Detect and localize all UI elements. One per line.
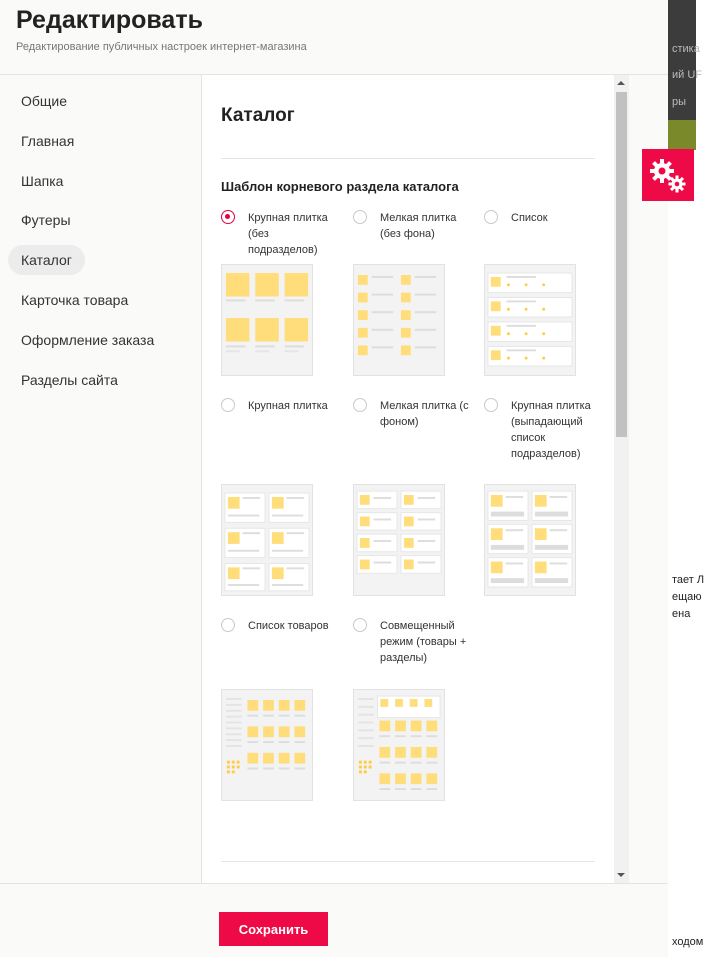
- save-button[interactable]: Сохранить: [219, 912, 328, 946]
- radio-button[interactable]: [484, 398, 498, 412]
- radio-button[interactable]: [484, 210, 498, 224]
- background-page: [668, 0, 704, 957]
- nav-item-product-card[interactable]: Карточка товара: [21, 291, 129, 308]
- preview-big-tiles-sub[interactable]: [221, 484, 313, 596]
- divider: [221, 158, 595, 159]
- radio-button[interactable]: [353, 210, 367, 224]
- option-label: Крупная плитка: [248, 400, 328, 412]
- nav-item-header[interactable]: Шапка: [21, 172, 64, 189]
- radio-button[interactable]: [353, 398, 367, 412]
- scroll-down-icon[interactable]: [617, 873, 625, 877]
- option-label: Совмещенный режим (товары + разделы): [380, 620, 467, 664]
- nav-item-home[interactable]: Главная: [21, 132, 75, 149]
- radio-button[interactable]: [221, 210, 235, 224]
- option-label: Список: [511, 212, 548, 224]
- nav-item-footers[interactable]: Футеры: [21, 212, 71, 229]
- settings-nav: [8, 86, 193, 404]
- option-label: Список товаров: [248, 620, 329, 632]
- preview-small-tiles[interactable]: [353, 264, 445, 376]
- scrollbar-thumb[interactable]: [616, 92, 627, 437]
- background-text: ры: [672, 96, 687, 108]
- background-text: ходом: [672, 936, 704, 948]
- background-text: ещаю: [672, 591, 702, 603]
- setting-title: Шаблон корневого раздела каталога: [221, 179, 459, 194]
- preview-list[interactable]: [484, 264, 576, 376]
- background-text: ена: [672, 608, 691, 620]
- nav-item-catalog[interactable]: Каталог: [8, 245, 85, 275]
- option-label: Мелкая плитка (с фоном): [380, 400, 469, 428]
- background-text: тает Л: [672, 574, 704, 586]
- option-label: Крупная плитка (выпадающий список подразделов): [511, 400, 591, 460]
- nav-item-checkout[interactable]: Оформление заказа: [21, 331, 155, 348]
- option-label: Мелкая плитка (без фона): [380, 212, 457, 240]
- preview-big-tiles-dropdown[interactable]: [484, 484, 576, 596]
- scroll-up-icon[interactable]: [617, 81, 625, 85]
- preview-small-tiles-bg[interactable]: [353, 484, 445, 596]
- nav-item-general[interactable]: Общие: [21, 93, 68, 109]
- divider: [0, 883, 668, 884]
- background-banner: [668, 120, 696, 150]
- background-text: ий UF: [672, 69, 703, 81]
- preview-combined[interactable]: [353, 689, 445, 801]
- radio-button[interactable]: [221, 618, 235, 632]
- preview-product-list[interactable]: [221, 689, 313, 801]
- background-text: стика: [672, 43, 700, 55]
- settings-gear-button[interactable]: [642, 149, 694, 201]
- option-label: Крупная плитка (без подразделов): [248, 212, 328, 256]
- gears-icon: [642, 149, 694, 201]
- content-scrollbar[interactable]: [614, 75, 629, 883]
- page-title: Редактировать: [16, 6, 203, 34]
- radio-button[interactable]: [221, 398, 235, 412]
- settings-content: [201, 75, 615, 883]
- radio-button[interactable]: [353, 618, 367, 632]
- section-heading: Каталог: [221, 105, 295, 126]
- nav-item-site-sections[interactable]: Разделы сайта: [21, 371, 118, 388]
- divider: [221, 861, 595, 862]
- preview-big-tiles[interactable]: [221, 264, 313, 376]
- page-subtitle: Редактирование публичных настроек интернет-магазина: [16, 41, 307, 53]
